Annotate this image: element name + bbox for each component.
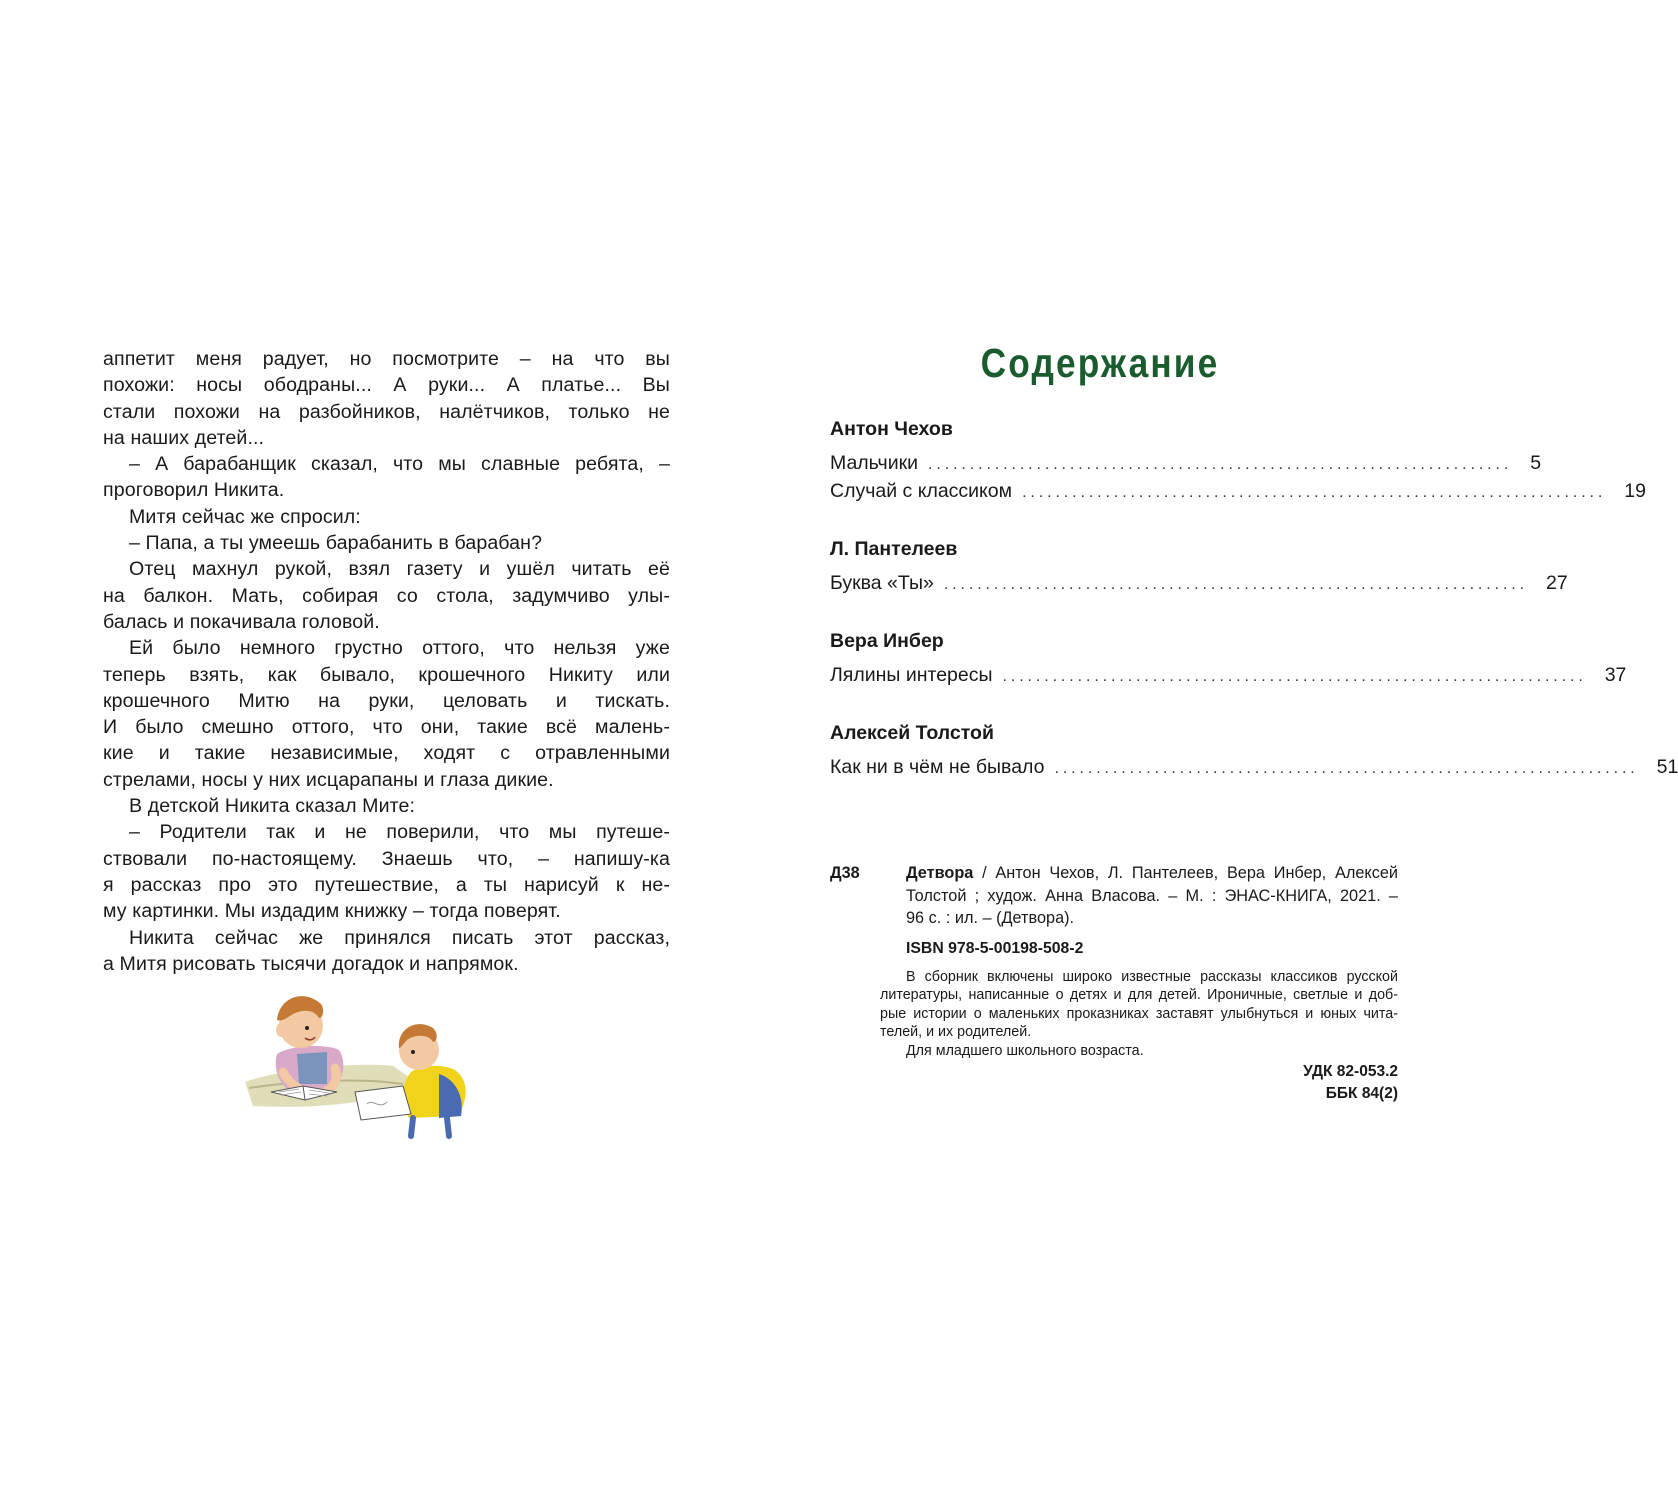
story-line: а Митя рисовать тысячи догадок и напрямок. [103,952,519,975]
annotation-line: В сборник включены широко известные рассказы классиков русской [906,969,1398,985]
story-line: – А барабанщик сказал, что мы славные ребята, – [129,453,670,476]
left-page [0,0,750,1500]
story-line: похожи: носы ободраны... А руки... А платье... Вы [103,374,670,397]
toc-leader-dots: ...................................................................... [943,576,1528,593]
annotation [880,968,1398,1060]
story-text [103,346,670,977]
toc-page-number: 27 [1546,572,1568,594]
story-line: – Родители так и не поверили, что мы путеше- [129,821,670,844]
toc-page-number: 5 [1530,452,1542,474]
toc-page-number: 19 [1624,480,1646,502]
toc-author: Антон Чехов [830,418,953,440]
story-line: теперь взять, как бывало, крошечного Никиту или [103,663,670,686]
story-line: стрелами, носы у них исцарапаны и глаза дикие. [103,768,554,791]
bibliographic-line: Толстой ; худож. Анна Власова. – М. : ЭНАС-КНИГА, 2021. – [906,886,1398,905]
toc-entry[interactable] [830,477,1646,505]
toc-leader-dots: ...................................................................... [1022,484,1607,501]
story-line: на балкон. Мать, собирая со стола, задумчиво улы- [103,584,670,607]
story-line: кие и такие независимые, ходят с отравленными [103,742,670,765]
toc-leader-dots: ...................................................................... [928,456,1513,473]
toc-entry-title: Буква «Ты» [830,572,934,594]
annotation-line: телей, и их родителей. [880,1024,1032,1041]
classification-codes [1303,1061,1398,1105]
toc-title-text: Содержание [980,340,1220,386]
children-drawing-illustration [243,988,479,1140]
story-line: В детской Никита сказал Мите: [129,795,416,818]
toc-entry[interactable] [830,753,1678,781]
story-line: Отец махнул рукой, взял газету и ушёл читать её [129,558,670,581]
toc-author: Алексей Толстой [830,722,994,744]
story-line: проговорил Никита. [103,479,285,502]
bibliographic-record [830,862,1398,930]
annotation-line: литературы, написанные о детях и для детей. Ироничные, светлые и доб- [880,987,1398,1004]
catalog-code: Д38 [830,864,860,882]
story-line: я рассказ про это путешествие, а ты нарисуй к не- [103,873,670,896]
story-line: стали похожи на разбойников, налётчиков, только не [103,400,670,423]
story-line: – Папа, а ты умеешь барабанить в барабан? [129,532,543,555]
story-line: ствовали по-настоящему. Знаешь что, – напишу-ка [103,847,670,870]
story-line: И было смешно оттого, что они, такие всё малень- [103,716,670,739]
isbn: ISBN 978-5-00198-508-2 [906,940,1084,957]
table-of-contents [830,415,1678,781]
annotation-line: рые истории о маленьких проказниках заставят улыбнуться и юных чита- [880,1005,1398,1022]
book-title: Детвора [906,864,974,882]
story-line: му картинки. Мы издадим книжку – тогда поверят. [103,900,561,923]
story-line: крошечного Митю на руки, целовать и тискать. [103,689,670,712]
toc-author: Вера Инбер [830,630,944,652]
bibliographic-line: 96 с. : ил. – (Детвора). [906,909,1075,927]
toc-entry[interactable] [830,569,1568,597]
toc-author: Л. Пантелеев [830,538,958,560]
story-line: аппетит меня радует, но посмотрите – на что вы [103,348,670,370]
toc-page-number: 37 [1604,664,1627,686]
toc-entry-title: Мальчики [830,452,919,474]
toc-entry-title: Лялины интересы [830,664,993,686]
toc-entry-title: Случай с классиком [830,480,1013,502]
toc-entry[interactable] [830,661,1627,689]
story-line: на наших детей... [103,426,265,449]
toc-leader-dots: ...................................................................... [1002,668,1587,685]
bbk-code: ББК 84(2) [1325,1085,1398,1102]
bibliographic-authors: / Антон Чехов, Л. Пантелеев, Вера Инбер, Алексей [973,864,1398,882]
story-line: Никита сейчас же принялся писать этот рассказ, [129,926,670,949]
story-line: Митя сейчас же спросил: [129,505,361,528]
udk-code: УДК 82-053.2 [1303,1063,1398,1080]
story-line: балась и покачивала головой. [103,610,380,633]
story-line: Ей было немного грустно оттого, что нельзя уже [129,637,670,660]
bibliographic-line [906,862,1398,885]
toc-leader-dots: ...................................................................... [1054,760,1639,777]
toc-page-number: 51 [1656,756,1678,778]
toc-entry-title: Как ни в чём не бывало [830,756,1045,778]
toc-entry[interactable] [830,449,1542,477]
right-page [750,0,1678,1500]
bibliographic-description [906,862,1398,930]
annotation-line: Для младшего школьного возраста. [906,1042,1144,1059]
